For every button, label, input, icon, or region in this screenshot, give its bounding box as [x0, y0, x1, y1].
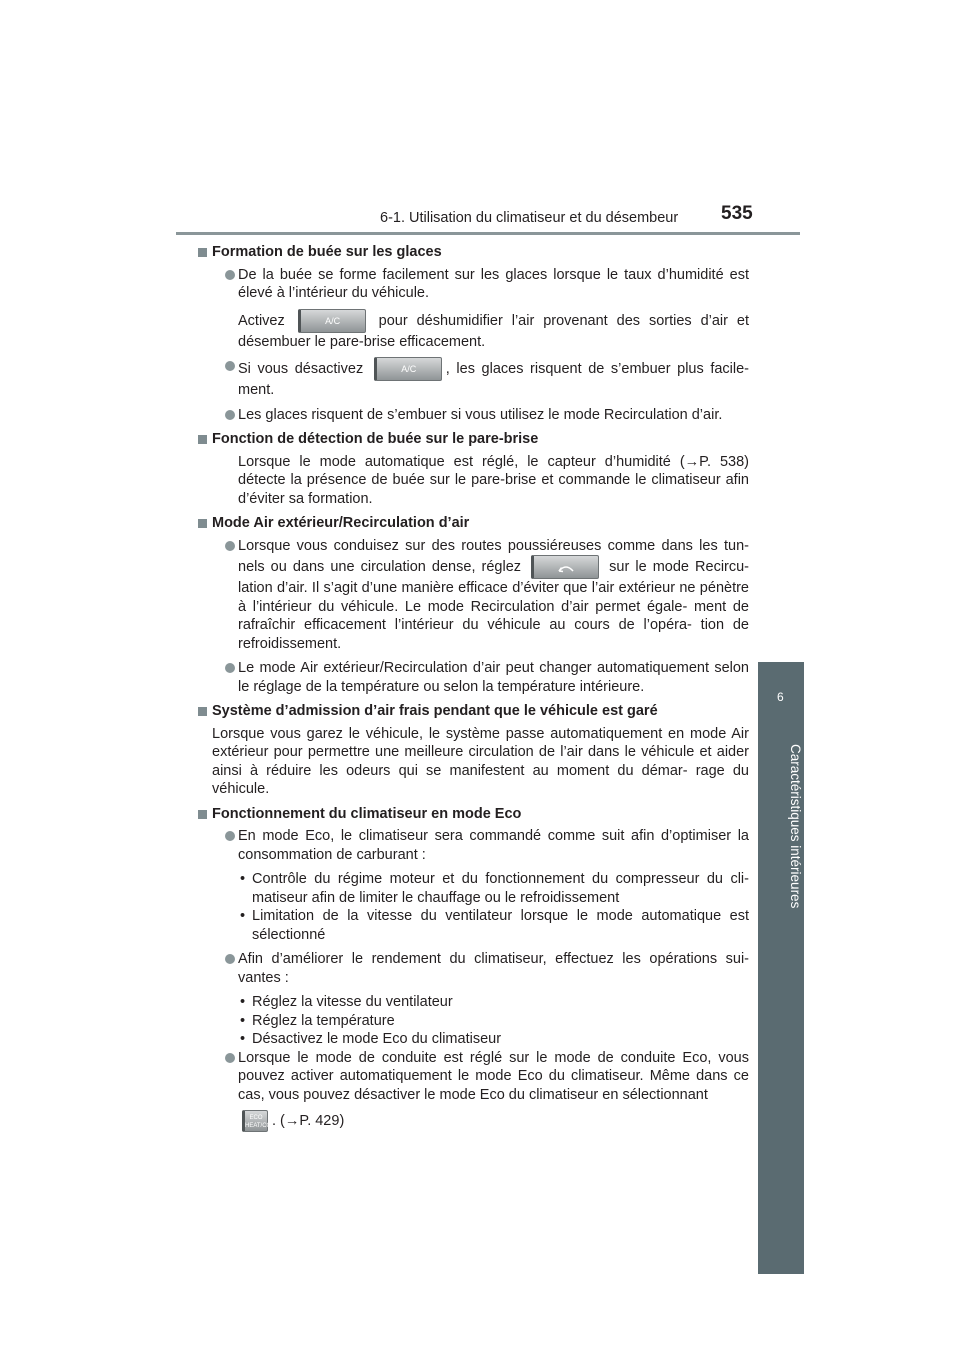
main-content	[212, 243, 749, 1138]
ac-button-icon: A/C	[298, 309, 366, 333]
heading-fog: Formation de buée sur les glaces	[198, 243, 749, 262]
chapter-number: 6	[777, 690, 784, 704]
page-number: 535	[721, 203, 753, 224]
sub-list-item: • Limitation de la vitesse du ventilateur lorsque le mode automatique est sélectionné	[240, 908, 749, 943]
list-item: Afin d’améliorer le rendement du climatiseur, effectuez les opérations sui- vantes :	[212, 950, 749, 987]
list-item: Lorsque le mode de conduite est réglé sur le mode de conduite Eco, vous pouvez activer automatiquement le mode Eco du climatiseur. Même dans ce cas, vous pouvez désactiver le mode Eco du climatiseur en sélectionnant	[212, 1049, 749, 1105]
heading-eco: Fonctionnement du climatiseur en mode Eco	[198, 805, 749, 824]
detect-paragraph: Lorsque le mode automatique est réglé, le capteur d’humidité (→P. 538) détecte la présence de buée sur le pare-brise et commande le climatiseur afin d’éviter sa formation.	[238, 453, 749, 507]
sub-list-item: • Contrôle du régime moteur et du fonctionnement du compresseur du cli- matiseur afin de limiter le chauffage ou le refroidissement	[240, 871, 749, 906]
eco-heat-cool-button-icon: ECO HEAT/COOL	[242, 1110, 268, 1132]
list-item: Les glaces risquent de s’embuer si vous utilisez le mode Recirculation d’air.	[212, 406, 749, 425]
sub-list-item: • Désactivez le mode Eco du climatiseur	[240, 1031, 502, 1047]
parked-paragraph: Lorsque vous garez le véhicule, le système passe automatiquement en mode Air extérieur pour permettre une meilleure circulation de l’air dans le véhicule et aider ainsi à réduire les odeurs qui se manifestent au moment du démar- rage du véhicule.	[212, 725, 749, 797]
header-rule	[176, 232, 800, 235]
heading-mode: Mode Air extérieur/Recirculation d’air	[198, 514, 749, 533]
sub-list-item: • Réglez la vitesse du ventilateur	[240, 994, 453, 1010]
activate-ac-paragraph: Activez A/C pour déshumidifier l’air provenant des sorties d’air et désembuer le pare-brise efficacement.	[212, 309, 749, 352]
heading-detect: Fonction de détection de buée sur le pare-brise	[198, 430, 749, 449]
heading-parked: Système d’admission d’air frais pendant que le véhicule est garé	[198, 702, 749, 721]
list-item: Le mode Air extérieur/Recirculation d’air peut changer automatiquement selon le réglage de la température ou selon la température intérieure.	[212, 659, 749, 696]
bullet-dot	[225, 410, 235, 420]
bullet-dot	[225, 270, 235, 280]
chapter-label: Caractéristiques intérieures	[788, 744, 803, 909]
list-item: Si vous désactivez A/C , les glaces risquent de s’embuer plus facile- ment.	[212, 357, 749, 400]
section-title: 6-1. Utilisation du climatiseur et du désembeur	[380, 210, 679, 226]
bullet-dot	[225, 1053, 235, 1063]
page-header	[0, 0, 960, 240]
ac-button-icon: A/C	[374, 357, 442, 381]
bullet-dot	[225, 361, 235, 371]
bullet-dot	[225, 954, 235, 964]
bullet-dot	[225, 541, 235, 551]
eco-ref-line: ECO HEAT/COOL . (→P. 429)	[212, 1110, 749, 1132]
list-item: De la buée se forme facilement sur les glaces lorsque le taux d’humidité est élevé à l’intérieur du véhicule.	[212, 266, 749, 303]
list-item: En mode Eco, le climatiseur sera commandé comme suit afin d’optimiser la consommation de carburant :	[212, 827, 749, 864]
list-item: Lorsque vous conduisez sur des routes poussiéreuses comme dans les tun- nels ou dans une circulation dense, réglez sur le mode Recircu- lation d’air. Il s’agit d’une manière efficace d’éviter que l’air extérieur ne pénètre à l’intérieur du véhicule. Le mode Recirculation d’air permet égale- ment de rafraîchir efficacement l’intérieur du véhicule au cours de l’opéra- tion de refroidissement.	[212, 537, 749, 654]
bullet-dot	[225, 663, 235, 673]
sub-list-item: • Réglez la température	[240, 1012, 395, 1029]
recirculation-button-icon	[531, 555, 599, 579]
bullet-dot	[225, 831, 235, 841]
